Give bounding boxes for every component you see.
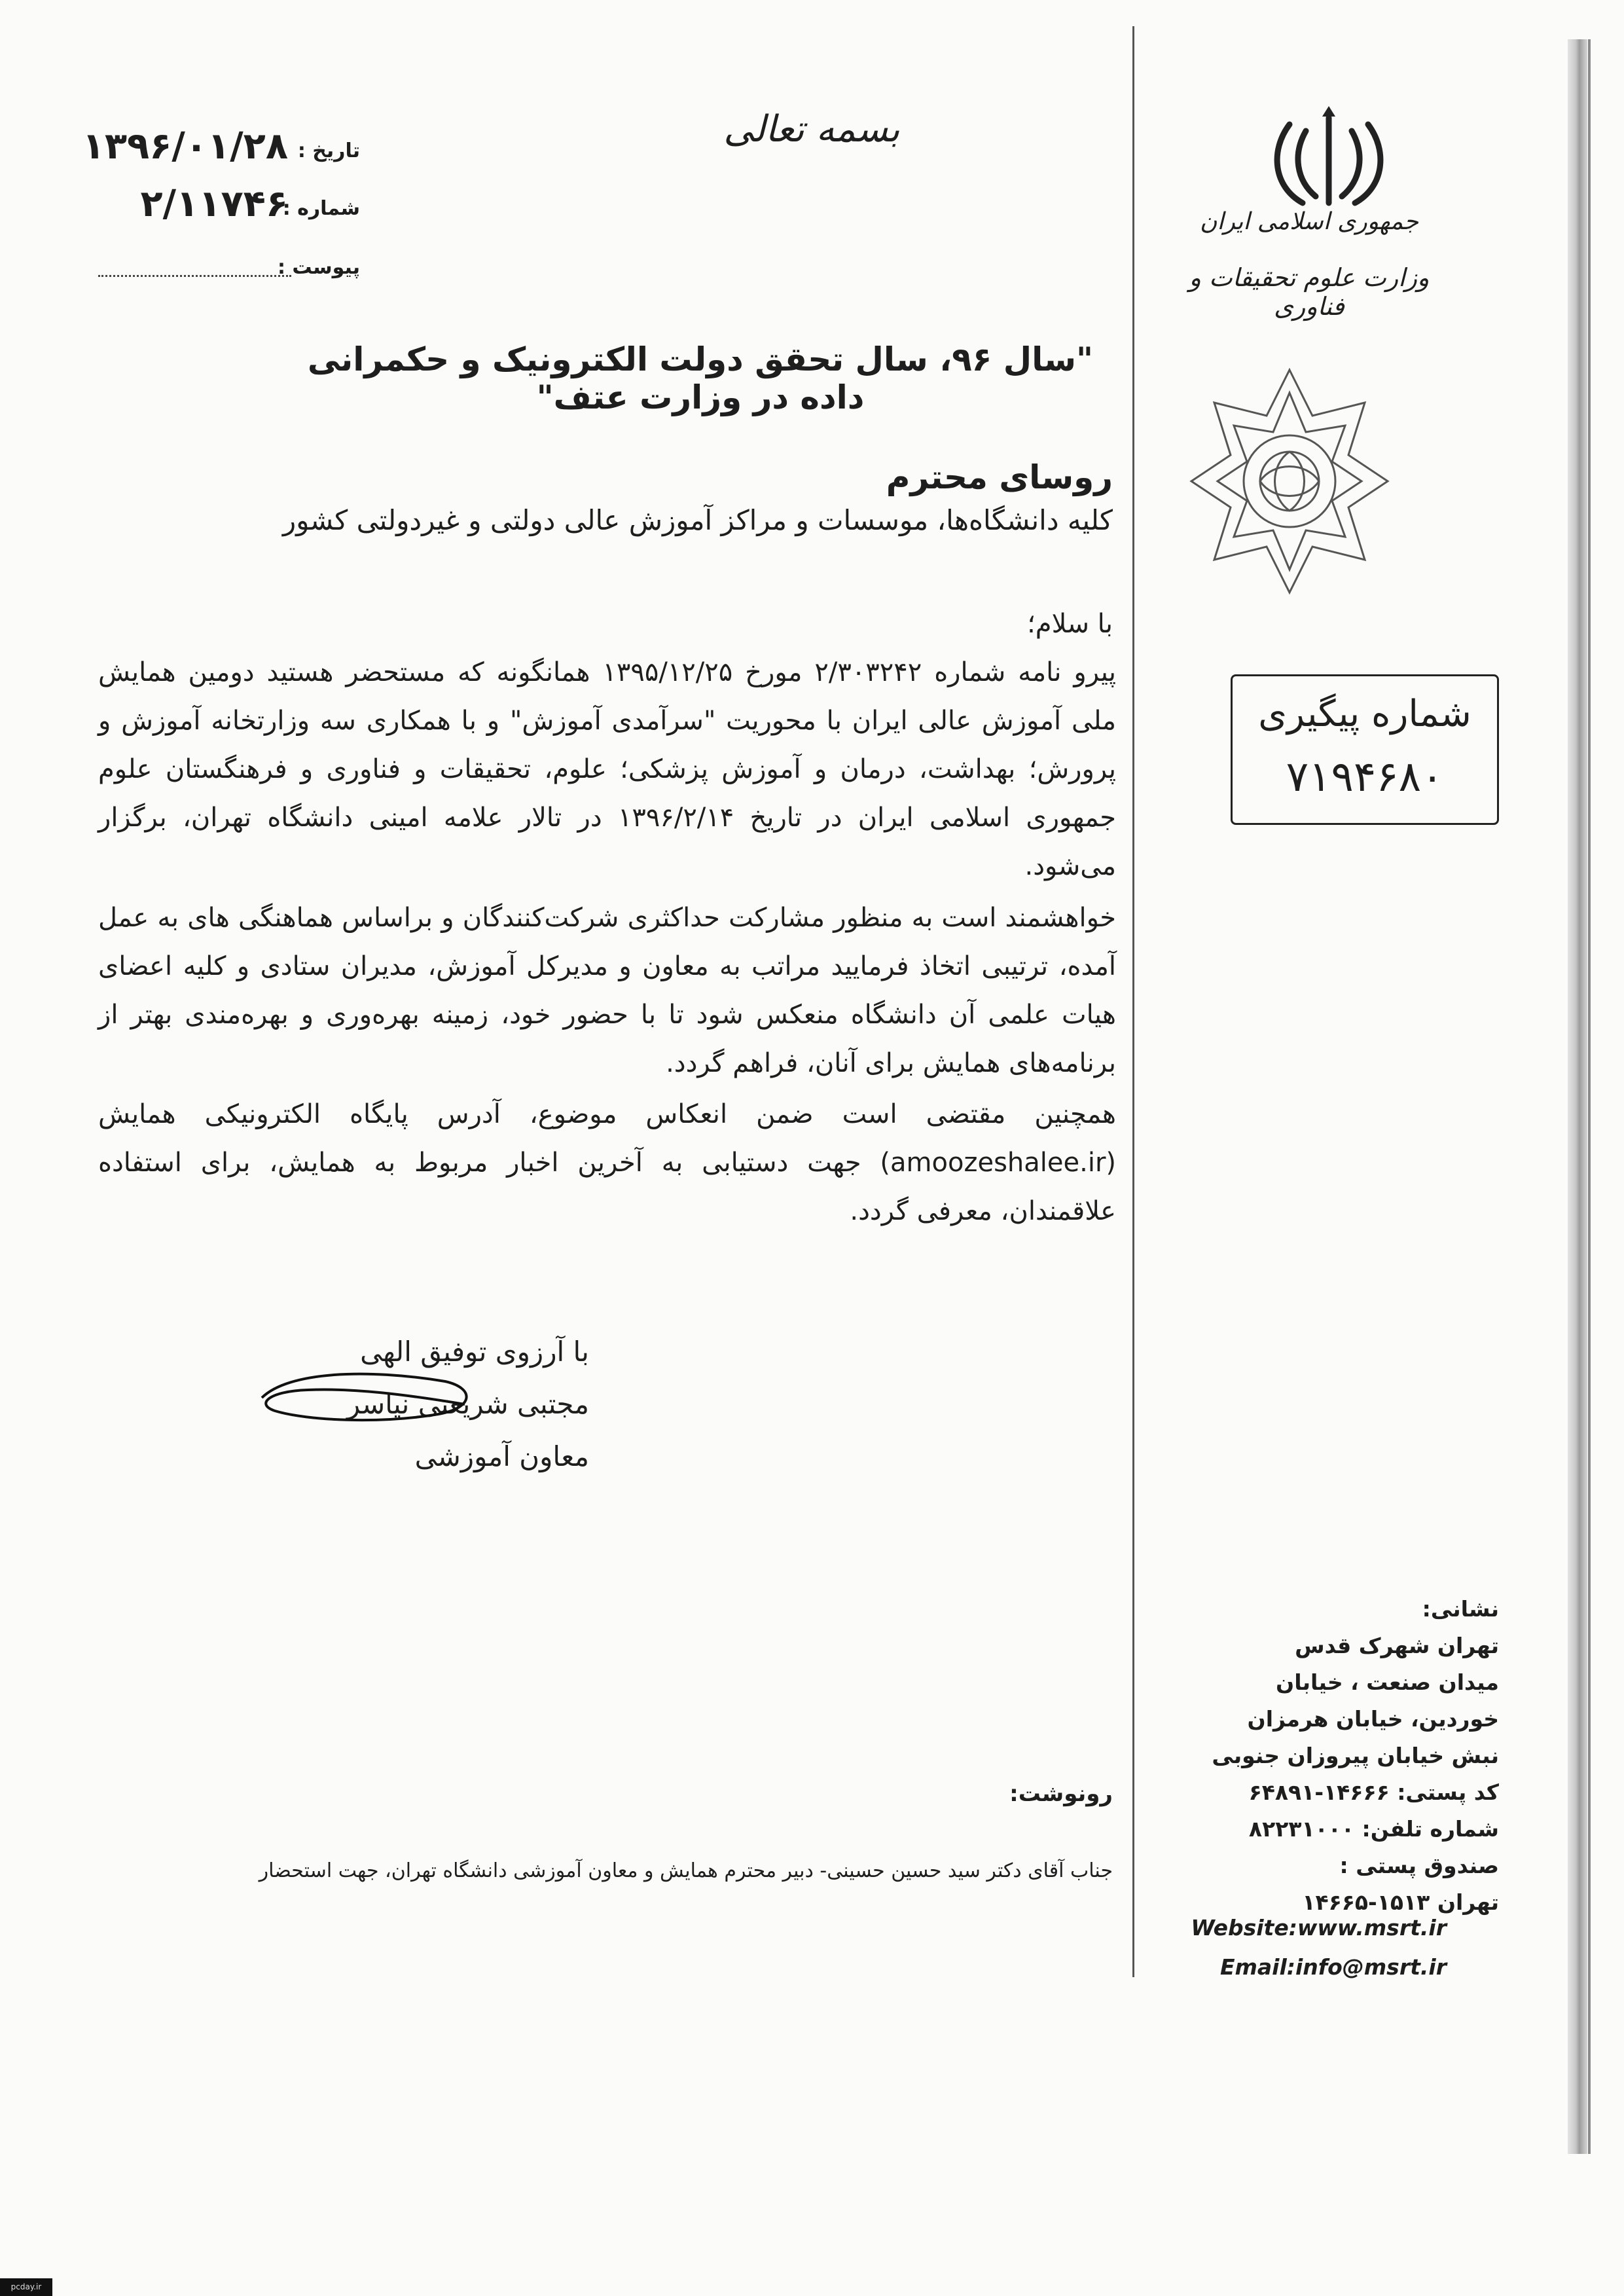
email-link[interactable]: Email:info@msrt.ir: [1219, 1954, 1447, 1980]
cc-recipient: جناب آقای دکتر سید حسین حسینی- دبیر محترم همایش و معاون آموزشی دانشگاه تهران، جهت استحضار: [259, 1859, 1113, 1882]
tracking-label: شماره پیگیری: [1258, 693, 1471, 735]
signature-scribble: [249, 1358, 484, 1430]
number-field: [85, 183, 360, 226]
date-value: ۱۳۹۶/۰۱/۲۸: [82, 125, 288, 168]
address-line-3: خوردین، خیابان هرمزان: [1247, 1706, 1499, 1732]
addressee-title: روسای محترم: [886, 458, 1113, 496]
date-field: [82, 125, 360, 168]
body-paragraph-1: پیرو نامه شماره ۲/۳۰۳۲۴۲ مورخ ۱۳۹۵/۱۲/۲۵ همانگونه که مستحضر هستید دومین همایش ملی آموزش عالی ایران با محوریت "سرآمدی آموزش" و با همکاری سه وزارتخانه آموزش و پرورش؛ بهداشت، درمان و آموزش پزشکی؛ علوم، تحقیقات و فناوری و فرهنگستان علوم جمهوری اسلامی ایران در تاریخ ۱۳۹۶/۲/۱۴ در تالار علامه امینی دانشگاه تهران، برگزار می‌شود.: [98, 657, 1117, 881]
postal-code: کد پستی: ۱۴۶۶۶-۶۴۸۹۱: [1248, 1779, 1499, 1805]
attachment-label: پیوست :: [277, 256, 360, 279]
signer-name: مجتبی شریعتی نیاسر: [346, 1388, 589, 1420]
number-value: ۲/۱۱۷۴۶: [140, 183, 288, 225]
attachment-dotted-line: [98, 275, 291, 277]
body-paragraph-2: خواهشمند است به منظور مشارکت حداکثری شرکت‌کنندگان و براساس هماهنگی های به عمل آمده، ترتیبی اتخاذ فرمایید مراتب به معاون و مدیرکل آموزش، مدیران ستادی و کلیه اعضای هیات علمی آن دانشگاه منعکس شود تا با حضور خود، زمینه بهره‌وری و بهره‌مندی بهتر از برنامه‌های همایش برای آنان، فراهم گردد.: [98, 903, 1116, 1078]
closing-wish: با آرزوی توفیق الهی: [360, 1336, 589, 1368]
address-line-2: میدان صنعت ، خیابان: [1276, 1669, 1499, 1695]
pobox-label: صندوق پستی :: [1339, 1853, 1499, 1878]
basmala: بسمه تعالی: [723, 108, 900, 151]
ministry-name: وزارت علوم تحقیقات و فناوری: [1189, 263, 1430, 321]
date-label: تاریخ :: [297, 139, 360, 162]
addressee-subtitle: کلیه دانشگاه‌ها، موسسات و مراکز آموزش عالی دولتی و غیردولتی کشور: [282, 504, 1113, 536]
address-label: نشانی:: [1422, 1596, 1499, 1622]
letterhead-divider: [1132, 26, 1134, 1977]
number-label: شماره :: [282, 197, 360, 220]
attachment-field: [85, 246, 360, 285]
website-link[interactable]: Website:www.msrt.ir: [1191, 1915, 1447, 1941]
star-ornament-icon: [1185, 363, 1394, 599]
signer-position: معاون آموزشی: [414, 1440, 589, 1472]
address-line-4: نبش خیابان پیروزان جنوبی: [1212, 1743, 1499, 1768]
cc-label: رونوشت:: [1009, 1781, 1113, 1807]
page-edge-line: [1588, 39, 1591, 2154]
pobox-value: تهران ۱۵۱۳-۱۴۶۶۵: [1302, 1889, 1499, 1915]
watermark-badge: pcday.ir: [0, 2278, 52, 2296]
body-paragraph-3: همچنین مقتضی است ضمن انعکاس موضوع، آدرس پایگاه الکترونیکی همایش (amoozeshalee.ir) جهت دستیابی به آخرین اخبار مربوط به همایش، برای استفاده علاقمندان، معرفی گردد.: [98, 1099, 1116, 1226]
address-line-1: تهران شهرک قدس: [1295, 1633, 1499, 1658]
page-edge-shadow: [1568, 39, 1587, 2154]
address-block: [1146, 1591, 1499, 1921]
greeting: با سلام؛: [1027, 609, 1113, 639]
government-name: جمهوری اسلامی ایران: [1200, 208, 1418, 235]
year-slogan: "سال ۹۶، سال تحقق دولت الکترونیک و حکمرانی داده در وزارت عتف": [307, 340, 1094, 416]
tracking-number: ۷۱۹۴۶۸۰: [1286, 753, 1444, 801]
iran-emblem-icon: [1263, 105, 1394, 216]
phone-number: شماره تلفن: ۸۲۲۳۱۰۰۰: [1248, 1816, 1499, 1842]
